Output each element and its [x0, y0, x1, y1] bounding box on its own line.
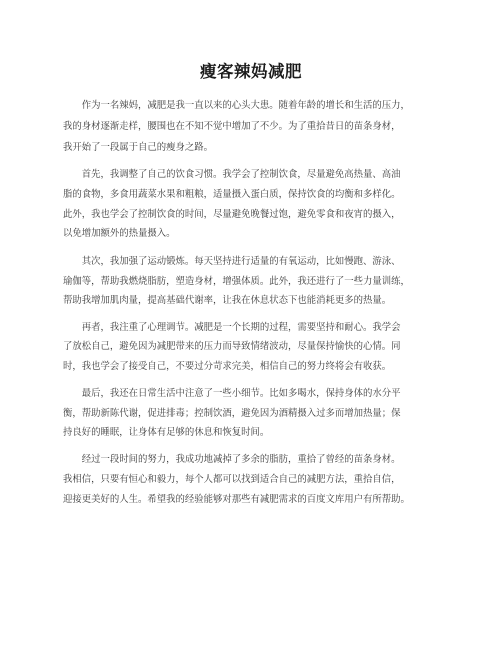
paragraph-6-line-3: 迎接更美好的人生。希望我的经验能够对那些有减肥需求的百度文库用户有所帮助。	[63, 494, 410, 505]
paragraph-3-line-3: 帮助我增加肌肉量，提高基础代谢率，让我在休息状态下也能消耗更多的热量。	[63, 295, 392, 306]
paragraph-5-line-2: 衡，帮助新陈代谢，促进排毒；控制饮酒，避免因为酒精摄入过多而增加热量；保	[63, 408, 401, 419]
paragraph-3-line-1: 其次，我加强了运动锻炼。每天坚持进行适量的有氧运动，比如慢跑、游泳、	[63, 256, 401, 267]
paragraph-6-line-2: 我相信，只要有恒心和毅力，每个人都可以找到适合自己的减肥方法，重拾自信，	[63, 474, 401, 485]
paragraph-2-line-3: 此外，我也学会了控制饮食的时间，尽量避免晚餐过饱，避免零食和夜宵的摄入，	[63, 209, 401, 220]
paragraph-3-line-2: 瑜伽等，帮助我燃烧脂肪，塑造身材，增强体质。此外，我还进行了一些力量训练，	[63, 276, 410, 287]
paragraph-2-line-2: 脂的食物，多食用蔬菜水果和粗粮，适量摄入蛋白质，保持饮食的均衡和多样化。	[63, 189, 401, 200]
paragraph-5-line-3: 持良好的睡眠，让身体有足够的休息和恢复时间。	[63, 427, 270, 438]
paragraph-1-line-2: 我的身材逐渐走样，腰围也在不知不觉中增加了不少。为了重拾昔日的苗条身材，	[63, 121, 401, 132]
paragraph-5-line-1: 最后，我还在日常生活中注意了一些小细节。比如多喝水，保持身体的水分平	[63, 388, 401, 399]
document-title: 瘦客辣妈减肥	[200, 62, 302, 81]
paragraph-1-line-1: 作为一名辣妈，减肥是我一直以来的心头大患。随着年龄的增长和生活的压力，	[63, 100, 410, 111]
paragraph-4-line-3: 时，我也学会了接受自己，不要过分苛求完美，相信自己的努力终将会有收获。	[63, 361, 392, 372]
paragraph-4-line-1: 再者，我注重了心理调节。减肥是一个长期的过程，需要坚持和耐心。我学会	[63, 322, 401, 333]
paragraph-2-line-1: 首先，我调整了自己的饮食习惯。我学会了控制饮食，尽量避免高热量、高油	[63, 169, 401, 180]
paragraph-6-line-1: 经过一段时间的努力，我成功地减掉了多余的脂肪，重拾了曾经的苗条身材。	[63, 454, 401, 465]
paragraph-1-line-3: 我开始了一段属于自己的瘦身之路。	[63, 142, 214, 153]
paragraph-2-line-4: 以免增加额外的热量摄入。	[63, 228, 176, 239]
paragraph-4-line-2: 了放松自己，避免因为减肥带来的压力而导致情绪波动，尽量保持愉快的心情。同	[63, 341, 401, 352]
